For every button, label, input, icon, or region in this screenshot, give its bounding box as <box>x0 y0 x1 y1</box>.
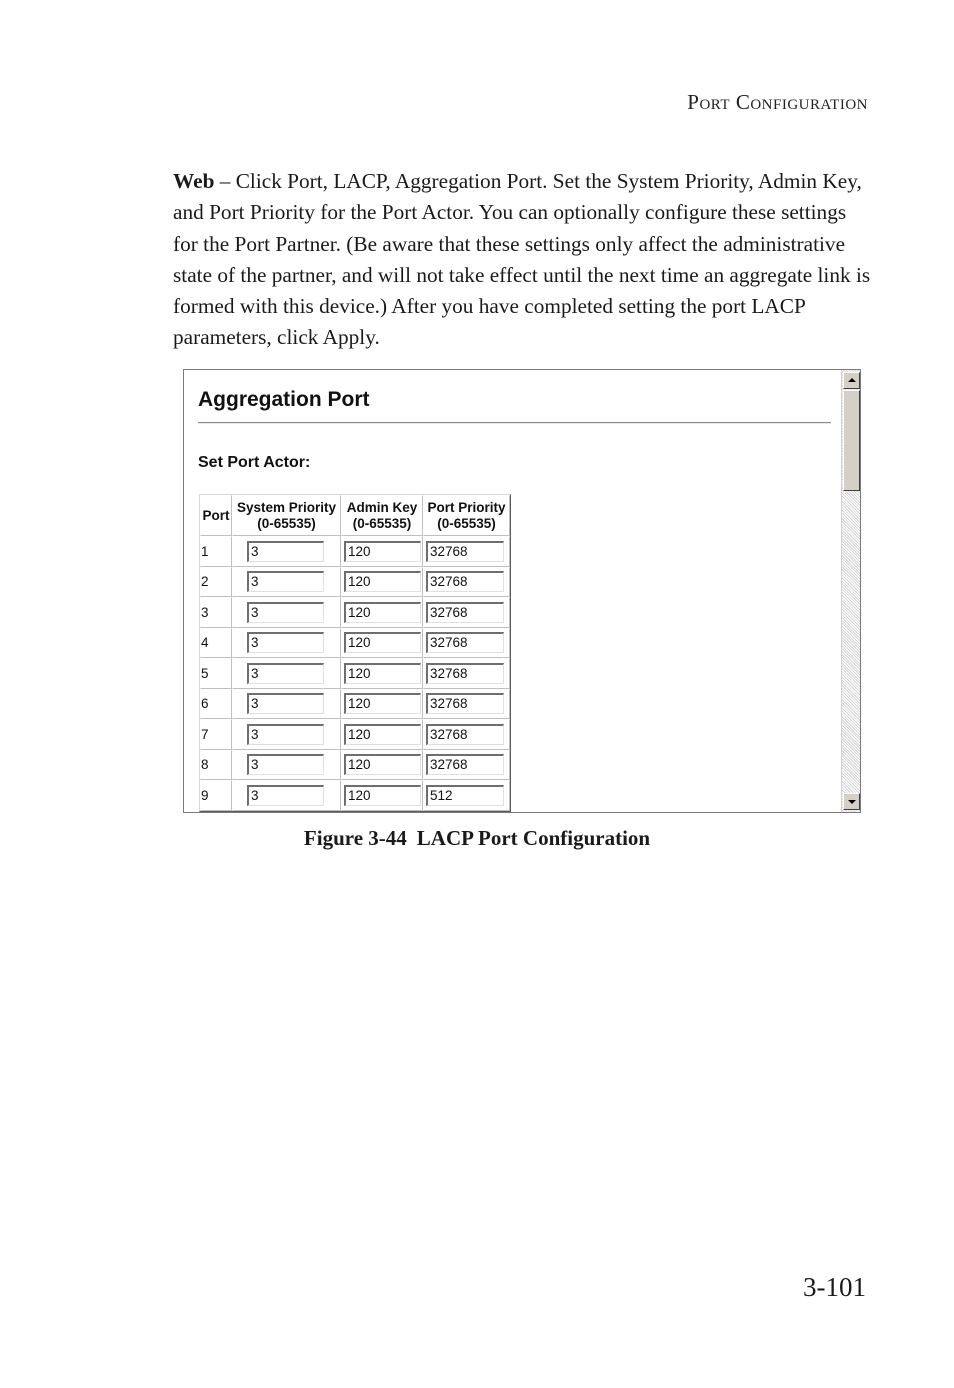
system-priority-input[interactable]: 3 <box>247 693 324 714</box>
port-number: 2 <box>200 567 232 598</box>
admin-key-input[interactable]: 120 <box>344 785 421 806</box>
system-priority-input[interactable]: 3 <box>247 602 324 623</box>
page-title: Aggregation Port <box>198 388 370 411</box>
port-priority-input[interactable]: 32768 <box>426 754 504 775</box>
table-row <box>200 719 510 750</box>
system-priority-input[interactable]: 3 <box>247 571 324 592</box>
table-row <box>200 689 510 720</box>
header-port: Port <box>200 495 232 536</box>
system-priority-input[interactable]: 3 <box>247 754 324 775</box>
intro-text: – Click Port, LACP, Aggregation Port. Set the System Priority, Admin Key, and Port Priority for the Port Actor. You can optionally configure these settings for the Port Partner. (Be aware that these settings only affect the administrative state of the partner, and will not take effect until the next time an aggregate link is formed with this device.) After you have completed setting the port LACP parameters, click Apply. <box>173 169 871 350</box>
table-row <box>200 628 510 659</box>
port-priority-input[interactable]: 32768 <box>426 632 504 653</box>
port-priority-input[interactable]: 32768 <box>426 571 504 592</box>
admin-key-input[interactable]: 120 <box>344 541 421 562</box>
port-rows <box>200 536 510 811</box>
header-port-priority: Port Priority (0-65535) <box>423 495 510 536</box>
admin-key-input[interactable]: 120 <box>344 663 421 684</box>
table-row <box>200 536 510 567</box>
figure-caption <box>0 826 954 851</box>
admin-key-input[interactable]: 120 <box>344 724 421 745</box>
aggregation-port-screenshot <box>183 369 861 813</box>
port-actor-table <box>199 494 511 812</box>
port-number: 9 <box>200 780 232 811</box>
admin-key-input[interactable]: 120 <box>344 754 421 775</box>
intro-lead: Web <box>173 169 215 193</box>
port-priority-input[interactable]: 32768 <box>426 663 504 684</box>
table-row <box>200 567 510 598</box>
table-row <box>200 780 510 811</box>
figure-number: Figure 3-44 <box>303 826 407 850</box>
header-system-priority: System Priority (0-65535) <box>232 495 341 536</box>
port-priority-input[interactable]: 32768 <box>426 693 504 714</box>
admin-key-input[interactable]: 120 <box>344 571 421 592</box>
vertical-scrollbar[interactable] <box>841 370 860 812</box>
port-priority-input[interactable]: 32768 <box>426 541 504 562</box>
table-row <box>200 658 510 689</box>
scroll-down-button[interactable] <box>843 793 860 810</box>
port-priority-input[interactable]: 32768 <box>426 602 504 623</box>
table-row <box>200 597 510 628</box>
running-header: Port Configuration <box>687 90 868 114</box>
table-header-row <box>200 495 510 536</box>
content-area <box>184 370 841 812</box>
page-number: 3-101 <box>803 1272 866 1302</box>
arrow-down-icon <box>848 800 856 804</box>
system-priority-input[interactable]: 3 <box>247 785 324 806</box>
port-number: 1 <box>200 536 232 567</box>
system-priority-input[interactable]: 3 <box>247 541 324 562</box>
figure-title: LACP Port Configuration <box>416 826 651 850</box>
admin-key-input[interactable]: 120 <box>344 693 421 714</box>
system-priority-input[interactable]: 3 <box>247 663 324 684</box>
scrollbar-thumb[interactable] <box>843 390 860 491</box>
system-priority-input[interactable]: 3 <box>247 632 324 653</box>
port-number: 6 <box>200 689 232 720</box>
scroll-up-button[interactable] <box>843 372 860 389</box>
port-number: 3 <box>200 597 232 628</box>
port-number: 7 <box>200 719 232 750</box>
table-row <box>200 750 510 781</box>
port-number: 5 <box>200 658 232 689</box>
system-priority-input[interactable]: 3 <box>247 724 324 745</box>
intro-paragraph <box>173 166 873 354</box>
header-admin-key: Admin Key (0-65535) <box>341 495 423 536</box>
section-label: Set Port Actor: <box>198 454 311 471</box>
port-number: 4 <box>200 628 232 659</box>
port-priority-input[interactable]: 512 <box>426 785 504 806</box>
port-number: 8 <box>200 750 232 781</box>
admin-key-input[interactable]: 120 <box>344 602 421 623</box>
port-priority-input[interactable]: 32768 <box>426 724 504 745</box>
admin-key-input[interactable]: 120 <box>344 632 421 653</box>
arrow-up-icon <box>848 378 856 382</box>
title-divider <box>198 422 831 424</box>
